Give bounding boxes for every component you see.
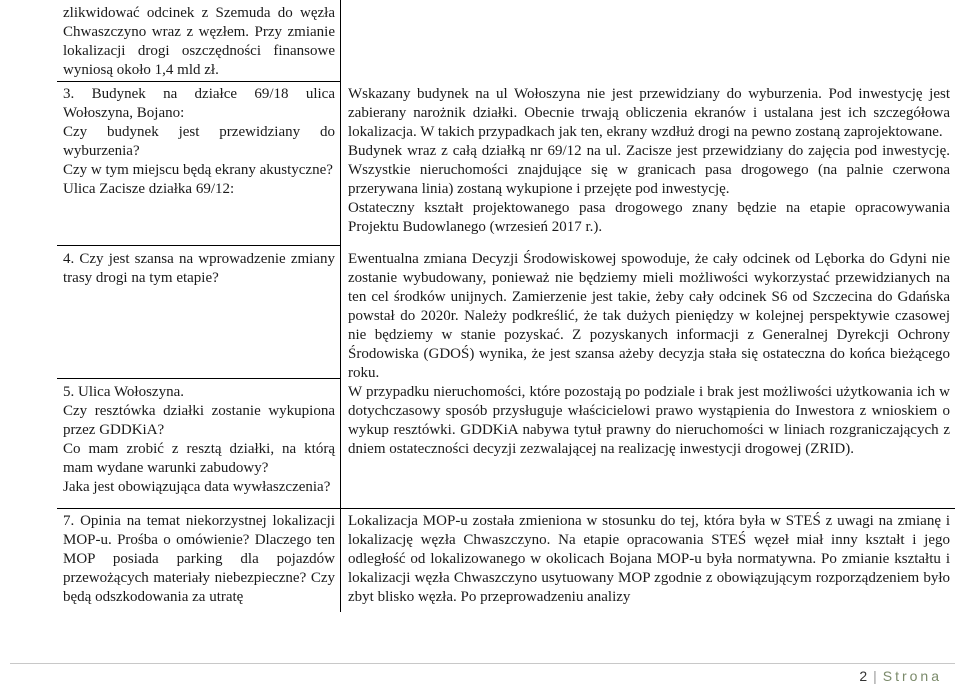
question-text: Czy w tym miejscu będą ekrany akustyczne? [63, 162, 333, 178]
question-heading: 5. Ulica Wołoszyna. [63, 384, 184, 400]
row-divider [57, 245, 340, 246]
answer-text: Lokalizacja MOP-u została zmieniona w stosunku do tej, która była w STEŚ z uwagi na zmianę i lokalizację węzła Chwaszczyno. Na etapie opracowania STEŚ węzeł miał inny kształt i jego odległość od lokalizowanego w okolicach Bojana MOP-u była normatywna. Po zmianie kształtu i lokalizacji węzła Chwaszczyno usytuowany MOP zgodnie z obowiązującym rozporządzeniem było zbyt blisko węzła. Po przeprowadzeniu analizy [348, 513, 950, 605]
row-5-question [63, 512, 335, 607]
row-divider [57, 378, 340, 379]
row-2-answer [348, 85, 950, 237]
answer-text: Budynek wraz z całą działką nr 69/12 na ul. Zacisze jest przewidziany do zajęcia pod inwestycję. Wszystkie nieruchomości znajdujące się w granicach pasa drogowego (na palnie czerwona przerywana linia) zostaną wykupione i przejęte pod inwestycję. [348, 143, 950, 197]
row-4-answer [348, 383, 950, 459]
column-divider [340, 0, 341, 612]
row-3-answer [348, 250, 950, 383]
row-divider [340, 508, 955, 509]
row-2-question [63, 85, 335, 199]
question-text: 4. Czy jest szansa na wprowadzenie zmiany trasy drogi na tym etapie? [63, 251, 335, 286]
row-divider [57, 81, 340, 82]
question-text: Czy budynek jest przewidziany do wyburzenia? [63, 124, 335, 159]
answer-text: W przypadku nieruchomości, które pozostają po podziale i brak jest możliwości użytkowania ich w dotychczasowy sposób przysługuje właścicielowi prawo wystąpienia do Inwestora z wnioskiem o wykup resztówki. GDDKiA nabywa tytuł prawny do nieruchomości w liniach rozgraniczających z dniem ostateczności decyzji zezwalającej na realizację inwestycji drogowej (ZRID). [348, 384, 950, 457]
row-5-answer [348, 512, 950, 607]
page-number: 2 [859, 668, 868, 684]
answer-text: Ostateczny kształt projektowanego pasa drogowego znany będzie na etapie opracowywania Projektu Budowlanego (wrzesień 2017 r.). [348, 200, 950, 235]
page-label: Strona [882, 668, 942, 684]
question-text: Jaka jest obowiązująca data wywłaszczenia? [63, 479, 331, 495]
question-heading: 3. Budynek na działce 69/18 ulica Wołoszyna, Bojano: [63, 86, 335, 121]
row-1-question [63, 4, 335, 80]
answer-text: Ewentualna zmiana Decyzji Środowiskowej spowoduje, że cały odcinek od Lęborka do Gdyni nie zostanie wybudowany, ponieważ nie będziemy mieli możliwości wykorzystać przewidzianych na ten cel środków unijnych. Zamierzenie jest takie, żeby cały odcinek S6 od Szczecina do Gdańska powstał do 2020r. Należy podkreślić, że tak dużych pieniędzy w kolejnej perspektywie czasowej nie będziemy w stanie pozyskać. Z pozyskanych informacji z Generalnej Dyrekcji Ochrony Środowiska (GDOŚ) wynika, że jest szansa ażeby decyzja stała się ostateczna do końca bieżącego roku. [348, 251, 950, 381]
question-text: Czy resztówka działki zostanie wykupiona przez GDDKiA? [63, 403, 335, 438]
question-text: zlikwidować odcinek z Szemuda do węzła Chwaszczyno wraz z węzłem. Przy zmianie lokalizacji drogi oszczędności finansowe wyniosą około 1,4 mld zł. [63, 5, 335, 78]
row-divider [57, 508, 340, 509]
row-4-question [63, 383, 335, 497]
row-3-question [63, 250, 335, 288]
footer-separator: | [873, 668, 877, 684]
question-text: Co mam zrobić z resztą działki, na którą mam wydane warunki zabudowy? [63, 441, 335, 476]
question-text: 7. Opinia na temat niekorzystnej lokalizacji MOP-u. Prośba o omówienie? Dlaczego ten MOP posiada parking dla pojazdów przewożących materiały niebezpieczne? Czy będą odszkodowania za utratę [63, 513, 335, 605]
answer-text: Wskazany budynek na ul Wołoszyna nie jest przewidziany do wyburzenia. Pod inwestycję jest zabierany narożnik działki. Obecnie trwają obliczenia ekranów i ustalana jest ich szczegółowa lokalizacja. W takich przypadkach jak ten, ekrany wzdłuż drogi na pewno zostaną zaprojektowane. [348, 86, 950, 140]
page-footer [859, 668, 942, 684]
footer-rule [10, 663, 955, 664]
question-text: Ulica Zacisze działka 69/12: [63, 181, 235, 197]
